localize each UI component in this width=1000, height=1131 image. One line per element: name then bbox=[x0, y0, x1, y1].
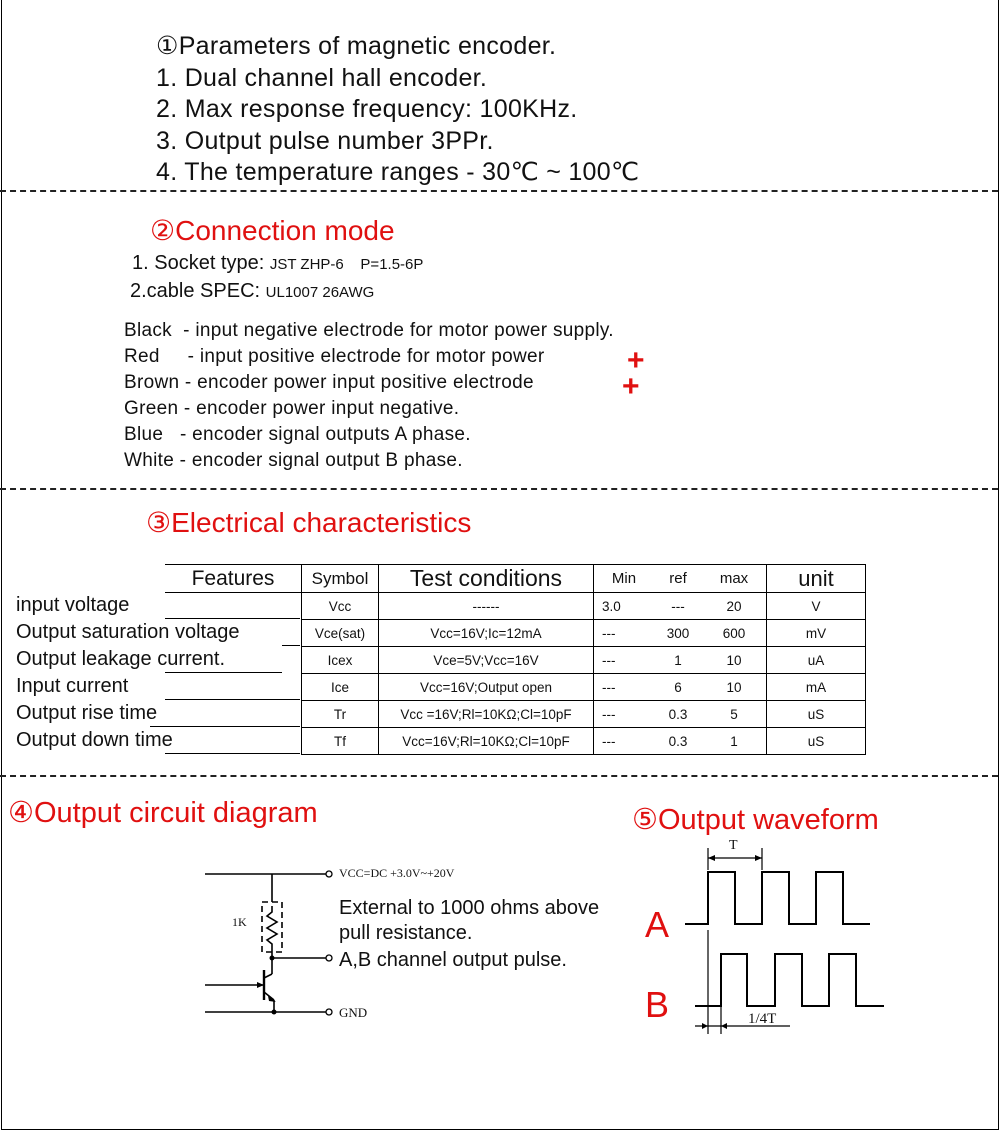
feature-underline bbox=[165, 618, 300, 619]
feature-label: Output rise time bbox=[16, 702, 158, 724]
column-header: max bbox=[702, 565, 767, 593]
cable-spec-label: 2.cable SPEC: bbox=[130, 280, 261, 302]
vcc-label: VCC=DC +3.0V~+20V bbox=[339, 866, 455, 880]
table-cell-cond: Vce=5V;Vcc=16V bbox=[379, 647, 594, 674]
parameter-item: 3. Output pulse number 3PPr. bbox=[156, 127, 494, 155]
waveform-heading: ⑤Output waveform bbox=[632, 804, 879, 836]
gnd-label: GND bbox=[339, 1005, 368, 1020]
table-cell-unit: uS bbox=[767, 728, 866, 755]
table-cell-max: 1 bbox=[702, 728, 767, 755]
table-row bbox=[165, 701, 866, 728]
electrical-heading: ③Electrical characteristics bbox=[146, 507, 472, 538]
table-cell-symbol: Ice bbox=[302, 674, 379, 701]
table-cell-unit: mA bbox=[767, 674, 866, 701]
feature-label: Output down time bbox=[16, 729, 173, 751]
socket-type-label: 1. Socket type: bbox=[132, 252, 265, 274]
wire-item: Blue - encoder signal outputs A phase. bbox=[124, 424, 471, 445]
table-cell-symbol: Vcc bbox=[302, 593, 379, 620]
cable-spec-value: UL1007 26AWG bbox=[265, 284, 375, 301]
table-cell-ref: 0.3 bbox=[654, 701, 702, 728]
wire-item: Black - input negative electrode for motor power supply. bbox=[124, 320, 614, 341]
period-label: T bbox=[729, 838, 738, 853]
feature-underline bbox=[150, 726, 300, 727]
column-header: Test conditions bbox=[379, 565, 594, 593]
table-cell-ref: --- bbox=[654, 593, 702, 620]
socket-type bbox=[132, 252, 423, 275]
feature-label: Output saturation voltage bbox=[16, 621, 240, 643]
feature-label: Input current bbox=[16, 675, 129, 697]
table-cell-min: --- bbox=[594, 728, 655, 755]
feature-spacer bbox=[165, 728, 302, 755]
table-cell-min: --- bbox=[594, 647, 655, 674]
column-header: Symbol bbox=[302, 565, 379, 593]
column-header: unit bbox=[767, 565, 866, 593]
table-cell-min: --- bbox=[594, 620, 655, 647]
circuit-heading: ④Output circuit diagram bbox=[8, 797, 318, 829]
table-cell-max: 5 bbox=[702, 701, 767, 728]
channel-b-label: B bbox=[645, 984, 670, 1025]
wire-item: Red - input positive electrode for motor power bbox=[124, 346, 545, 367]
feature-label: Output leakage current. bbox=[16, 648, 226, 670]
table-cell-cond: Vcc =16V;Rl=10KΩ;Cl=10pF bbox=[379, 701, 594, 728]
connection-heading: ②Connection mode bbox=[150, 215, 395, 246]
circuit-note: pull resistance. bbox=[339, 922, 473, 944]
table-cell-symbol: Icex bbox=[302, 647, 379, 674]
circuit-note: A,B channel output pulse. bbox=[339, 949, 567, 971]
table-row bbox=[165, 728, 866, 755]
wire-item: White - encoder signal output B phase. bbox=[124, 450, 463, 471]
table-cell-unit: mV bbox=[767, 620, 866, 647]
parameters-heading: ①Parameters of magnetic encoder. bbox=[156, 32, 557, 60]
feature-underline bbox=[165, 672, 282, 673]
table-cell-symbol: Vce(sat) bbox=[302, 620, 379, 647]
feature-spacer bbox=[165, 674, 302, 701]
table-cell-min: --- bbox=[594, 701, 655, 728]
table-cell-min: --- bbox=[594, 674, 655, 701]
table-cell-cond: Vcc=16V;Ic=12mA bbox=[379, 620, 594, 647]
table-cell-ref: 1 bbox=[654, 647, 702, 674]
table-header-row bbox=[165, 565, 866, 593]
table-cell-cond: ------ bbox=[379, 593, 594, 620]
resistor-label: 1K bbox=[232, 915, 247, 929]
circuit-diagram bbox=[200, 858, 360, 1028]
table-cell-max: 20 bbox=[702, 593, 767, 620]
table-cell-ref: 300 bbox=[654, 620, 702, 647]
socket-type-value: JST ZHP-6 P=1.5-6P bbox=[269, 256, 424, 273]
parameter-item: 4. The temperature ranges - 30℃ ~ 100℃ bbox=[156, 158, 640, 186]
feature-underline bbox=[165, 753, 300, 754]
wire-item: Green - encoder power input negative. bbox=[124, 398, 460, 419]
table-cell-symbol: Tf bbox=[302, 728, 379, 755]
table-row bbox=[165, 620, 866, 647]
table-cell-cond: Vcc=16V;Rl=10KΩ;Cl=10pF bbox=[379, 728, 594, 755]
waveform-diagram bbox=[640, 838, 890, 1038]
table-cell-ref: 6 bbox=[654, 674, 702, 701]
plus-sign: + bbox=[627, 344, 645, 377]
quarter-period-label: 1/4T bbox=[748, 1011, 777, 1027]
section-divider bbox=[0, 488, 998, 490]
circuit-note: External to 1000 ohms above bbox=[339, 897, 600, 919]
table-cell-max: 10 bbox=[702, 674, 767, 701]
table-cell-symbol: Tr bbox=[302, 701, 379, 728]
feature-spacer bbox=[165, 701, 302, 728]
table-cell-unit: uS bbox=[767, 701, 866, 728]
feature-spacer bbox=[165, 593, 302, 620]
section-divider bbox=[0, 190, 998, 192]
column-header: ref bbox=[654, 565, 702, 593]
wire-item: Brown - encoder power input positive electrode bbox=[124, 372, 534, 393]
table-cell-unit: uA bbox=[767, 647, 866, 674]
column-header: Features bbox=[165, 565, 302, 593]
channel-a-label: A bbox=[645, 904, 670, 945]
section-divider bbox=[0, 775, 998, 777]
feature-underline bbox=[282, 645, 300, 646]
feature-label: input voltage bbox=[16, 594, 130, 616]
parameter-item: 1. Dual channel hall encoder. bbox=[156, 64, 488, 92]
table-cell-cond: Vcc=16V;Output open bbox=[379, 674, 594, 701]
table-row bbox=[165, 674, 866, 701]
plus-sign: + bbox=[622, 370, 640, 403]
feature-underline bbox=[165, 699, 300, 700]
table-cell-unit: V bbox=[767, 593, 866, 620]
table-cell-max: 600 bbox=[702, 620, 767, 647]
parameter-item: 2. Max response frequency: 100KHz. bbox=[156, 95, 578, 123]
table-row bbox=[165, 647, 866, 674]
cable-spec bbox=[130, 280, 374, 303]
table-cell-max: 10 bbox=[702, 647, 767, 674]
table-row bbox=[165, 593, 866, 620]
table-cell-ref: 0.3 bbox=[654, 728, 702, 755]
column-header: Min bbox=[594, 565, 655, 593]
table-cell-min: 3.0 bbox=[594, 593, 655, 620]
